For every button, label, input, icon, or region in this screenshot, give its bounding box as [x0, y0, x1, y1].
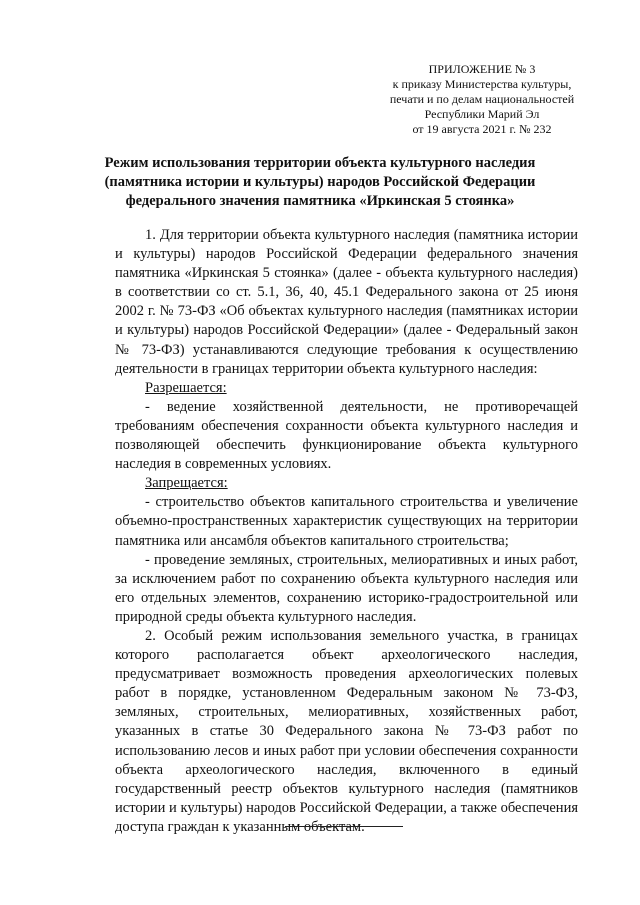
- title-line-3: федерального значения памятника «Иркинская 5 стоянка»: [125, 193, 515, 209]
- title-line-1: Режим использования территории объекта культурного наследия: [104, 155, 536, 171]
- document-body: [115, 226, 578, 837]
- appendix-number: ПРИЛОЖЕНИЕ № 3: [428, 62, 536, 76]
- forbidden-item-1: - строительство объектов капитального строительства и увеличение объемно-пространственных характеристик существующих на территории памятника или ансамбля объектов капитального строительства;: [115, 494, 578, 549]
- forbidden-heading: Запрещается:: [145, 475, 228, 492]
- title-line-2: (памятника истории и культуры) народов Российской Федерации: [104, 174, 536, 190]
- end-divider: [285, 826, 403, 827]
- paragraph-2: 2. Особый режим использования земельного участка, в границах которого располагается объект археологического наследия, предусматривает возможность проведения археологических полевых работ в порядке, установленном Федеральным законом № 73-ФЗ, земляных, строительных, мелиоративных, хозяйственных работ, указанных в статье 30 Федерального закона № 73-ФЗ работ по использованию лесов и иных работ при условии обеспечения сохранности объекта археологического наследия, включенного в единый государственный реестр объектов культурного наследия (памятников истории и культуры) народов Российской Федерации, а также обеспечения доступа граждан к указанным объектам.: [115, 627, 578, 835]
- allowed-heading: Разрешается:: [145, 379, 227, 396]
- appendix-republic-line: Республики Марий Эл: [424, 107, 540, 121]
- appendix-ministry-line: печати и по делам национальностей: [389, 92, 575, 106]
- forbidden-item-2: - проведение земляных, строительных, мелиоративных и иных работ, за исключением работ по сохранению объекта культурного наследия или его отдельных элементов, сохранению историко-градостроительной или природной среды объекта культурного наследия.: [115, 551, 578, 625]
- appendix-order-line: к приказу Министерства культуры,: [392, 77, 572, 91]
- appendix-header: [372, 62, 592, 137]
- document-title: [70, 154, 570, 211]
- appendix-date-line: от 19 августа 2021 г. № 232: [412, 122, 552, 136]
- allowed-item: - ведение хозяйственной деятельности, не противоречащей требованиям обеспечения сохранности объекта культурного наследия и позволяющей обеспечить функционирование объекта культурного наследия в современных условиях.: [115, 398, 578, 473]
- paragraph-1: 1. Для территории объекта культурного наследия (памятника истории и культуры) народов Российской Федерации федерального значения памятника «Иркинская 5 стоянка» (далее - объекта культурного наследия) в соответствии со ст. 5.1, 36, 40, 45.1 Федерального закона от 25 июня 2002 г. № 73-ФЗ «Об объектах культурного наследия (памятниках истории и культуры) народов Российской Федерации» (далее - Федеральный закон № 73-ФЗ) устанавливаются следующие требования к осуществлению деятельности в границах территории объекта культурного наследия:: [115, 227, 578, 377]
